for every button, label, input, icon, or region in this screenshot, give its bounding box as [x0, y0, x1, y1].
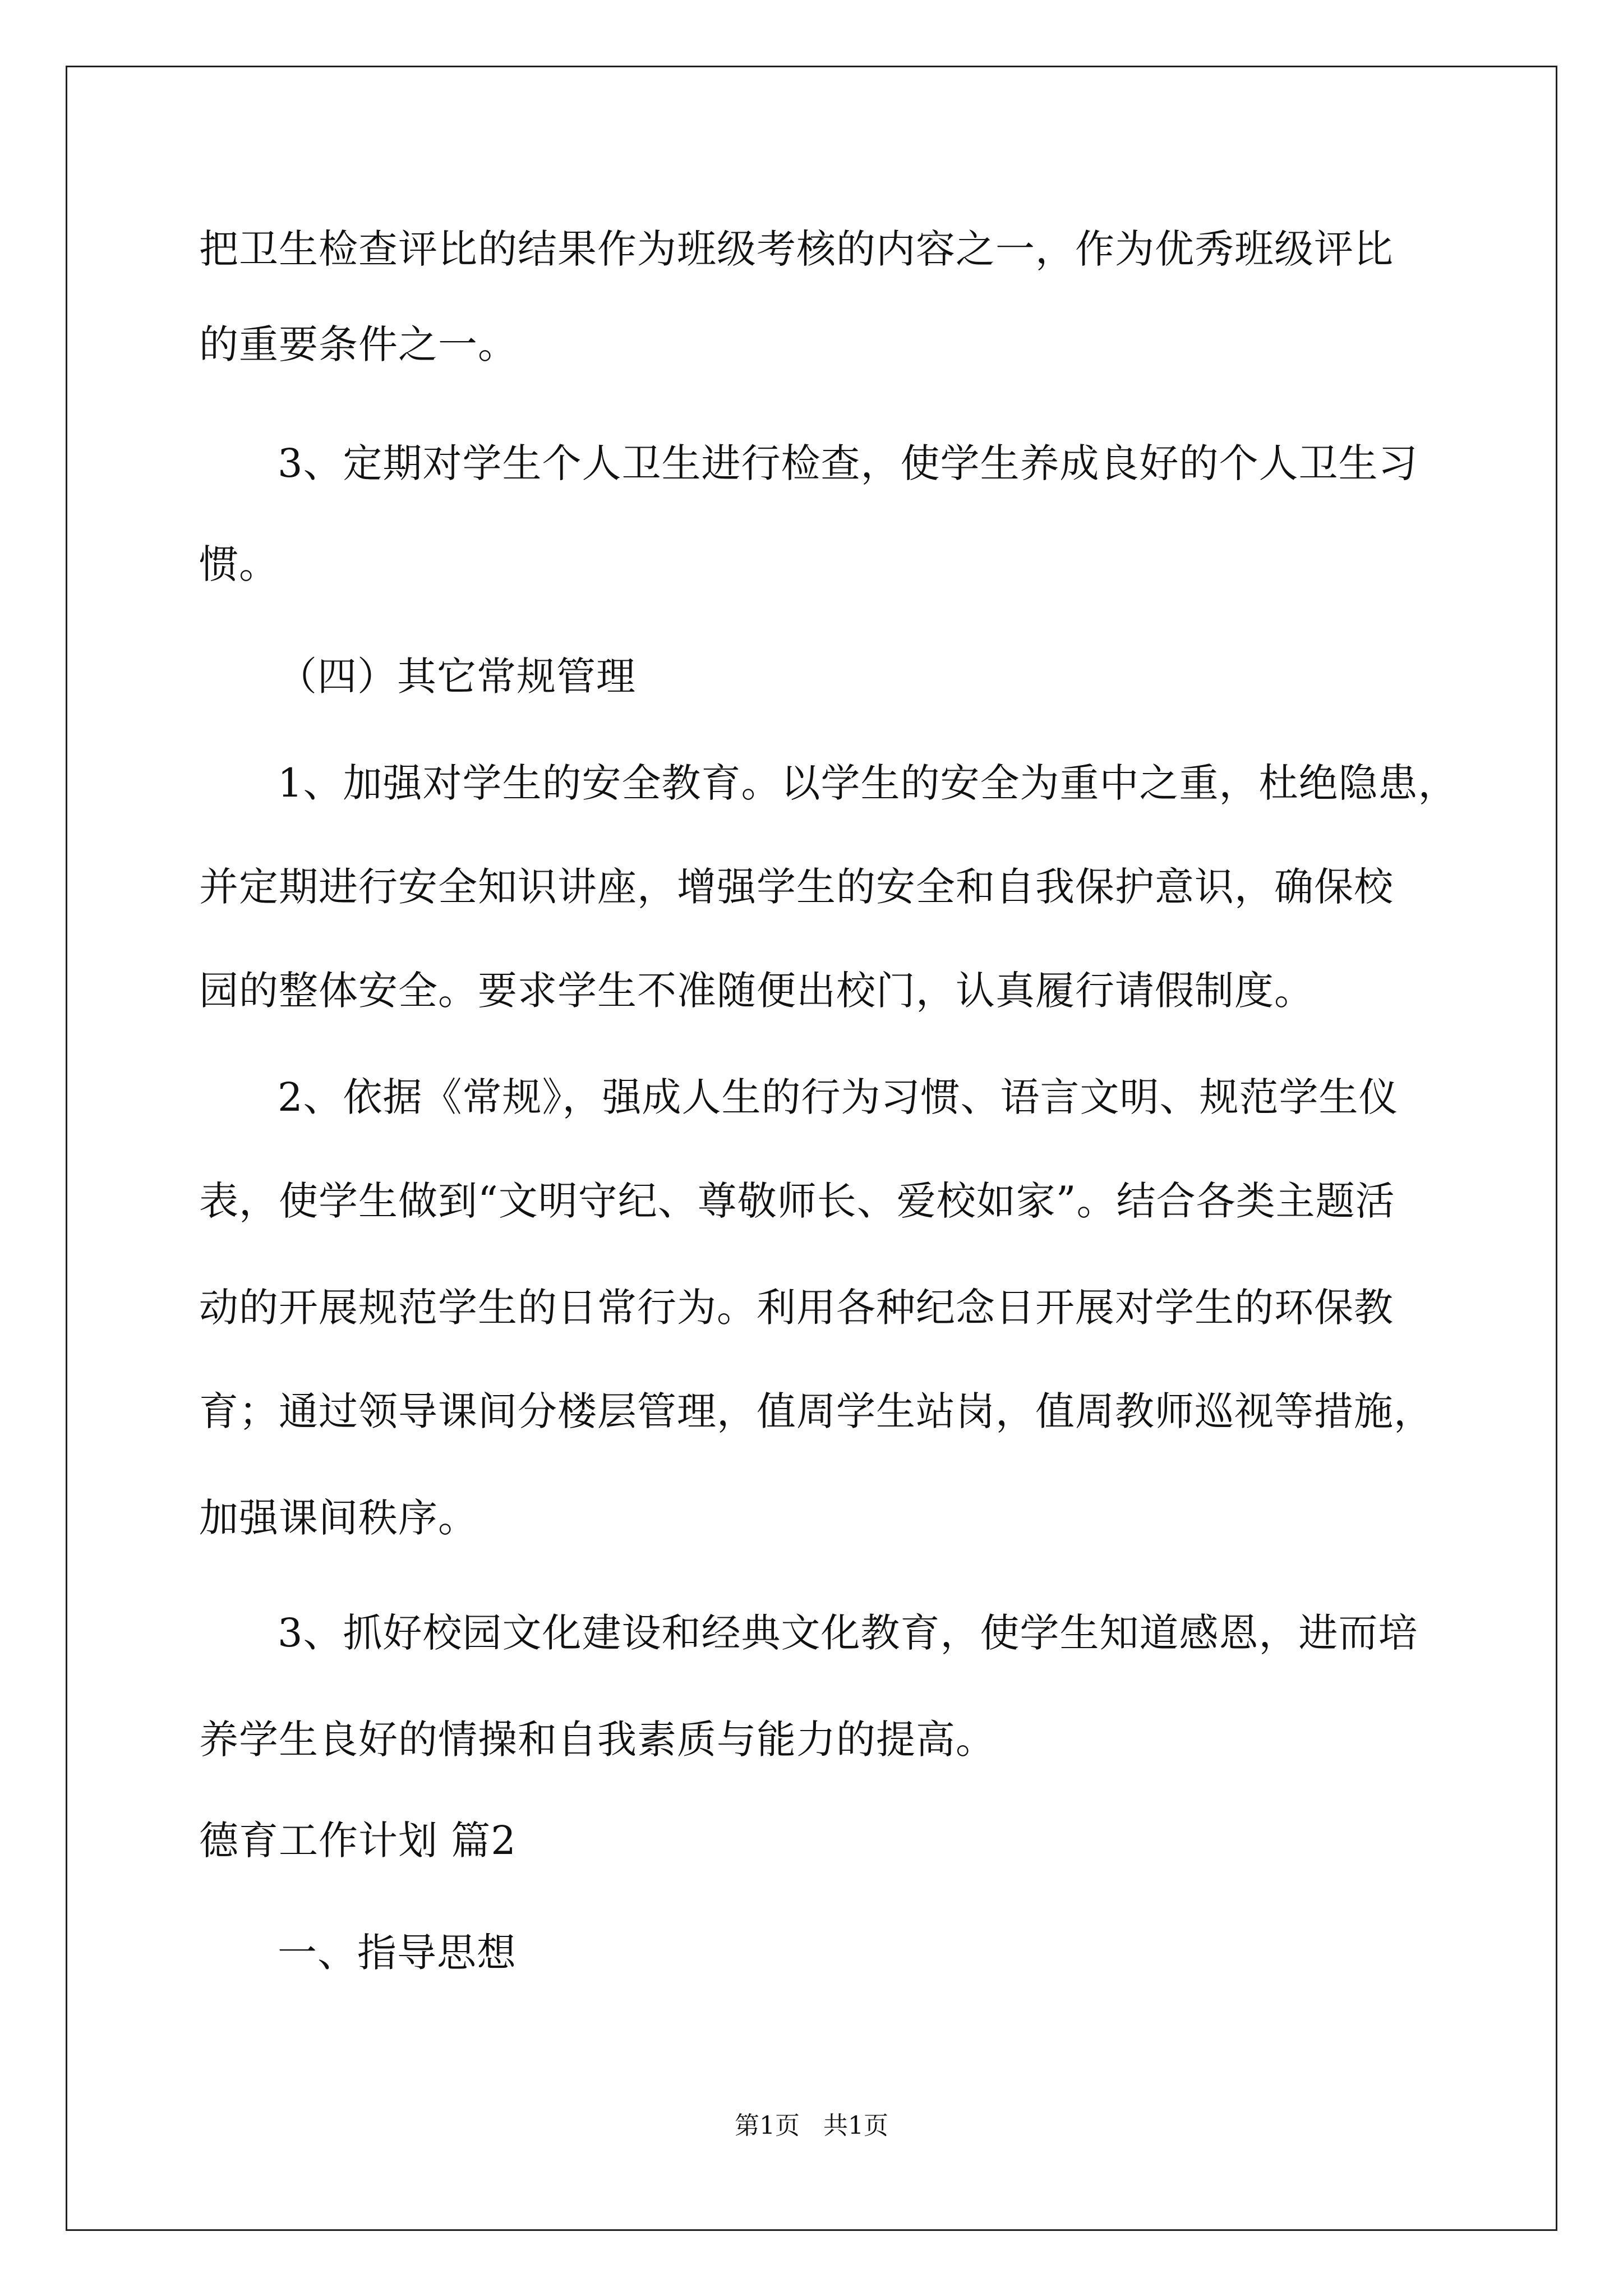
paragraph-line: 养学生良好的情操和自我素质与能力的提高。 — [199, 1717, 995, 1763]
paragraph-line: 表，使学生做到“文明守纪、尊敬师长、爱校如家”。结合各类主题活 — [199, 1178, 1395, 1224]
section-heading: 一、指导思想 — [278, 1930, 517, 1976]
paragraph-line: 2、依据《常规》，强成人生的行为习惯、语言文明、规范学生仪 — [278, 1074, 1399, 1120]
paragraph-line: 并定期进行安全知识讲座，增强学生的安全和自我保护意识，确保校 — [199, 864, 1394, 910]
paragraph-line: 加强课间秩序。 — [199, 1495, 478, 1541]
paragraph-line: 育；通过领导课间分楼层管理，值周学生站岗，值周教师巡视等措施， — [199, 1388, 1433, 1434]
paragraph-line: 3、定期对学生个人卫生进行检查，使学生养成良好的个人卫生习 — [278, 440, 1418, 486]
page-footer — [0, 2109, 1623, 2143]
paragraph-line: 动的开展规范学生的日常行为。利用各种纪念日开展对学生的环保教 — [199, 1285, 1394, 1331]
section-heading: （四）其它常规管理 — [278, 654, 636, 700]
paragraph-line: 1、加强对学生的安全教育。以学生的安全为重中之重，杜绝隐患， — [278, 760, 1458, 806]
paragraph-line: 惯。 — [199, 541, 279, 587]
page-number: 第1页 — [735, 2111, 800, 2140]
paragraph-line: 3、抓好校园文化建设和经典文化教育，使学生知道感恩，进而培 — [278, 1610, 1418, 1656]
paragraph-line: 园的整体安全。要求学生不准随便出校门，认真履行请假制度。 — [199, 968, 1314, 1014]
page-total: 共1页 — [823, 2111, 888, 2140]
article-title: 德育工作计划 篇2 — [199, 1818, 517, 1864]
paragraph-line: 的重要条件之一。 — [199, 321, 518, 367]
page-border — [66, 66, 1557, 2231]
paragraph-line: 把卫生检查评比的结果作为班级考核的内容之一，作为优秀班级评比 — [199, 226, 1394, 272]
